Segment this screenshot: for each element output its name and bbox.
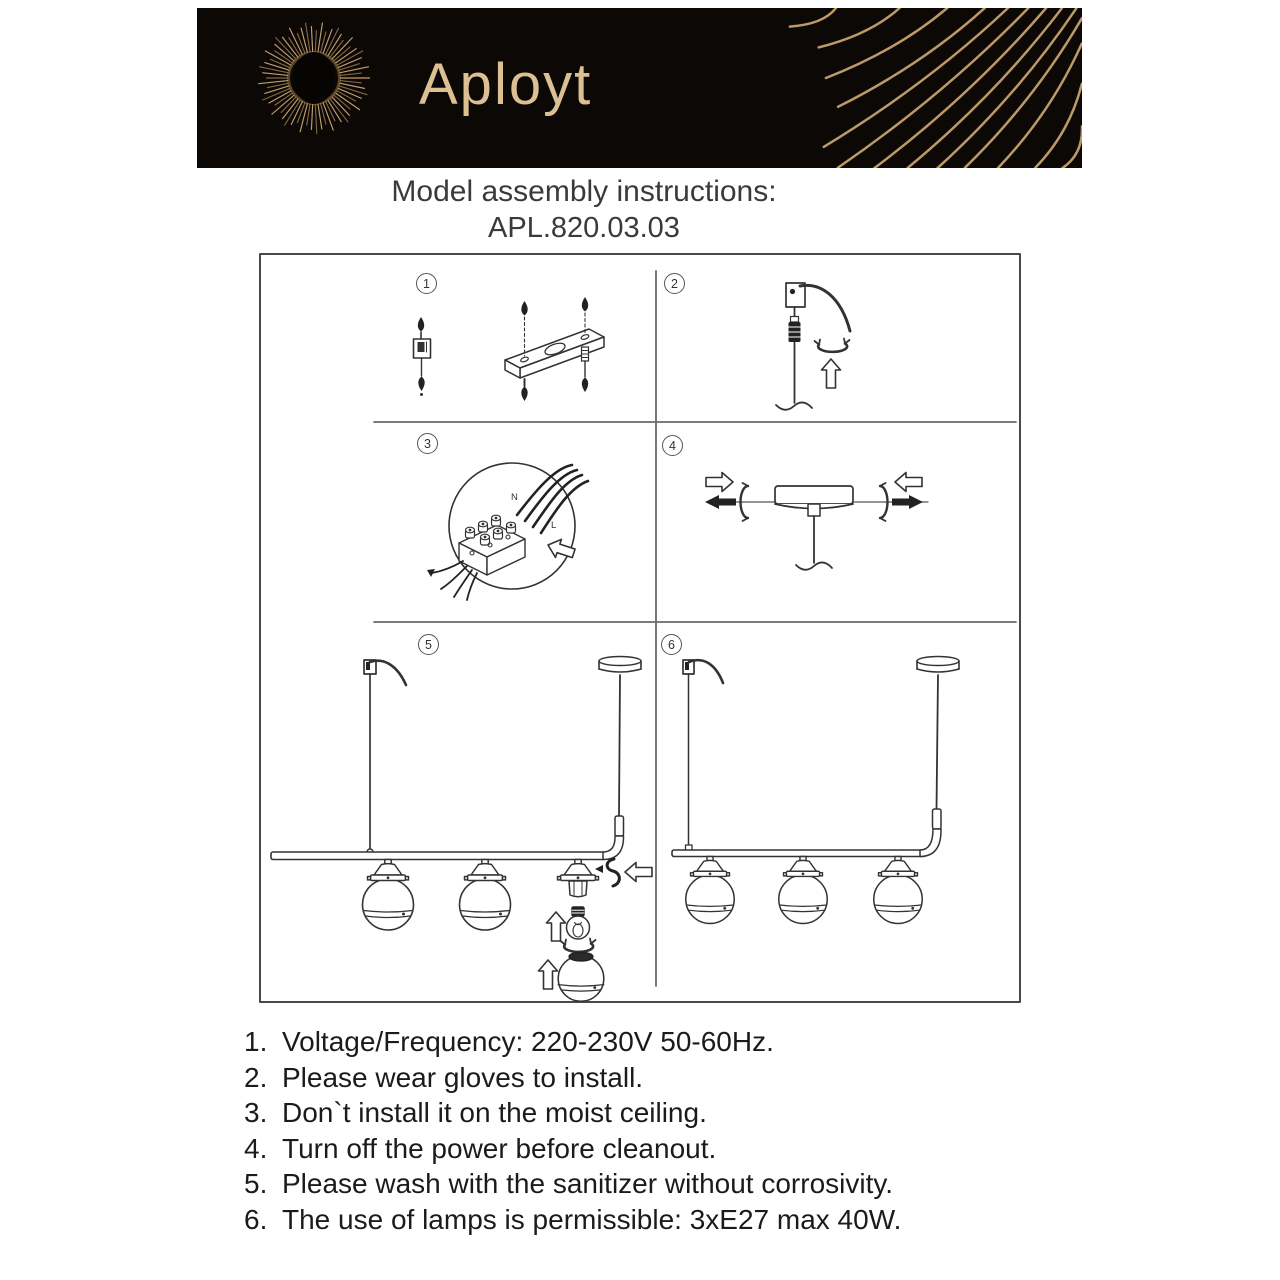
model-number: APL.820.03.03 xyxy=(488,212,680,244)
instruction-item xyxy=(244,1062,1064,1098)
instruction-item xyxy=(244,1168,1064,1204)
panel-5-shade-assembly-diagram xyxy=(271,657,652,1002)
instruction-number: 1. xyxy=(244,1026,268,1057)
sunburst-logo-icon xyxy=(252,8,382,168)
wire-label-n: N xyxy=(511,492,518,503)
instruction-item xyxy=(244,1133,1064,1169)
instruction-item xyxy=(244,1097,1064,1133)
instruction-number: 4. xyxy=(244,1132,268,1164)
panel-1-anchor-and-bracket-diagram xyxy=(414,297,605,401)
instruction-number: 5. xyxy=(244,1168,268,1199)
step-1-badge: 1 xyxy=(416,273,437,294)
instruction-text: Please wash with the sanitizer without corrosivity. xyxy=(282,1168,894,1199)
panel-4-canopy-fastening-diagram xyxy=(705,473,928,570)
instruction-text: Don`t install it on the moist ceiling. xyxy=(282,1097,707,1128)
instruction-text: The use of lamps is permissible: 3xE27 max 40W. xyxy=(282,1203,902,1235)
instruction-text: Please wear gloves to install. xyxy=(282,1061,644,1093)
step-3-badge: 3 xyxy=(417,433,438,454)
panel-3-wiring-diagram xyxy=(427,463,588,600)
brand-name: Aployt xyxy=(419,52,593,118)
page-title: Model assembly instructions: xyxy=(391,175,777,208)
panel-6-finished-fixture-diagram xyxy=(672,657,959,924)
instruction-number: 2. xyxy=(244,1061,268,1093)
instruction-item xyxy=(244,1026,1064,1062)
panel-2-rod-hanging-diagram xyxy=(776,283,850,410)
instruction-number: 6. xyxy=(244,1203,268,1235)
safety-instructions-list xyxy=(244,1026,1064,1239)
instruction-text: Turn off the power before cleanout. xyxy=(282,1132,717,1164)
assembly-diagram-grid xyxy=(259,253,1021,1003)
instruction-item xyxy=(244,1204,1064,1240)
wire-label-l: L xyxy=(551,520,557,531)
instruction-number: 3. xyxy=(244,1097,268,1128)
step-4-badge: 4 xyxy=(662,435,683,456)
step-5-badge: 5 xyxy=(418,634,439,655)
step-6-badge: 6 xyxy=(661,634,682,655)
instruction-text: Voltage/Frequency: 220-230V 50-60Hz. xyxy=(282,1026,774,1057)
brand-banner xyxy=(197,8,1082,168)
step-2-badge: 2 xyxy=(664,273,685,294)
assembly-diagrams xyxy=(259,253,1021,1003)
